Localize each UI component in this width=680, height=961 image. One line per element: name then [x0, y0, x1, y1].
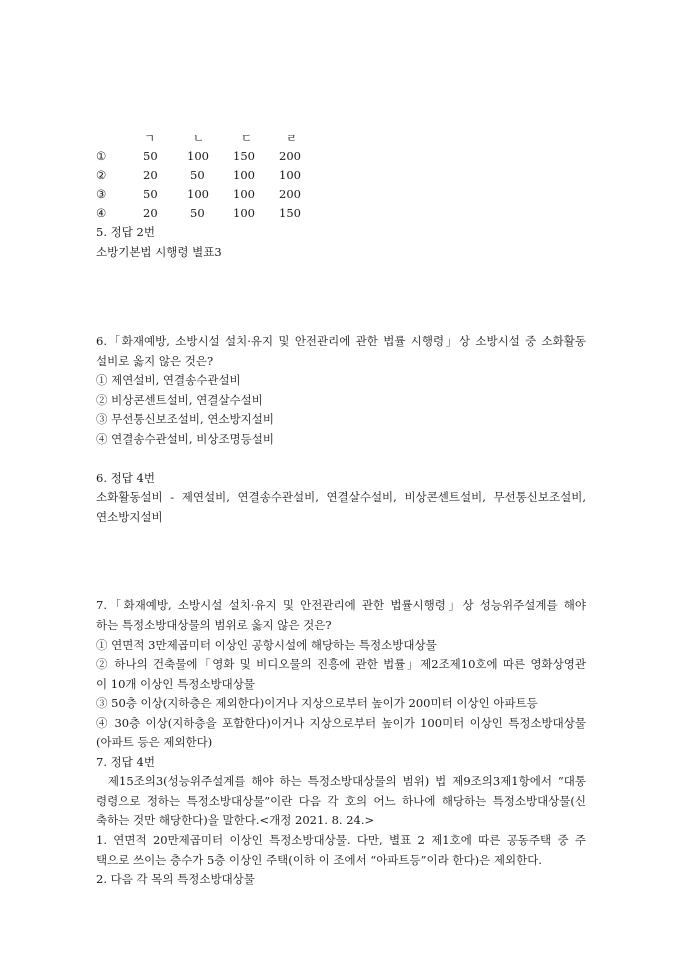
q5-answer-title: 5. 정답 2번 [96, 225, 155, 239]
table-header-2: ㄴ [193, 131, 205, 145]
table-row-mark: ② [96, 168, 107, 182]
table-cell: 50 [143, 149, 158, 163]
q7-answer-body-line-1: 제15조의3(성능위주설계를 해야 하는 특정소방대상물의 범위) 법 제9조의3제1항에서 “대통 [96, 774, 586, 788]
q6-stem-line-1: 6.「화재예방, 소방시설 설치·유지 및 안전관리에 관한 법률 시행령」상 소방시설 중 소화활동 [96, 334, 586, 348]
table-cell: 50 [143, 187, 158, 201]
q6-answer-title: 6. 정답 4번 [96, 471, 155, 485]
q7-answer-body-line-2: 령령으로 정하는 특정소방대상물”이란 다음 각 호의 어느 하나에 해당하는 특정소방대상물(신 [96, 794, 586, 808]
table-row-mark: ③ [96, 187, 107, 201]
q6-option-1: ① 제연설비, 연결송수관설비 [96, 373, 241, 387]
q7-answer-body-line-6: 2. 다음 각 목의 특정소방대상물 [96, 872, 255, 886]
q6-option-3: ③ 무선통신보조설비, 연소방지설비 [96, 412, 274, 426]
table-cell: 50 [190, 206, 205, 220]
table-cell: 100 [233, 206, 255, 220]
q7-option-2-line-2: 이 10개 이상인 특정소방대상물 [96, 677, 255, 691]
q7-answer-title: 7. 정답 4번 [96, 755, 155, 769]
table-cell: 50 [190, 168, 205, 182]
table-cell: 100 [279, 168, 301, 182]
q7-option-4-line-1: ④ 30층 이상(지하층을 포함한다)이거나 지상으로부터 높이가 100미터 이상인 특정소방대상물 [96, 716, 586, 730]
table-cell: 150 [233, 149, 255, 163]
table-row-mark: ④ [96, 206, 107, 220]
table-cell: 200 [279, 187, 301, 201]
q7-answer-body-line-5: 택으로 쓰이는 층수가 5층 이상인 주택(이하 이 조에서 “아파트등”이라 한다)은 제외한다. [96, 853, 542, 867]
table-header-1: ㄱ [144, 131, 156, 145]
table-cell: 100 [187, 149, 209, 163]
q5-answer-body: 소방기본법 시행령 별표3 [96, 245, 222, 259]
q7-answer-body-line-4: 1. 연면적 20만제곱미터 이상인 특정소방대상물. 다만, 별표 2 제1호에 따른 공동주택 중 주 [96, 833, 586, 847]
q6-option-4: ④ 연결송수관설비, 비상조명등설비 [96, 432, 274, 446]
table-cell: 100 [187, 187, 209, 201]
q7-answer-body-line-3: 축하는 것만 해당한다)을 말한다.<개정 2021. 8. 24.> [96, 813, 375, 827]
q7-stem-line-1: 7.「화재예방, 소방시설 설치·유지 및 안전관리에 관한 법률시행령」상 성능위주설계를 해야 [96, 598, 586, 612]
q7-option-4-line-2: (아파트 등은 제외한다) [96, 735, 213, 749]
q6-answer-body-line-2: 연소방지설비 [96, 510, 163, 524]
table-cell: 100 [233, 187, 255, 201]
table-cell: 200 [279, 149, 301, 163]
table-cell: 20 [143, 206, 158, 220]
table-row-mark: ① [96, 149, 107, 163]
q7-stem-line-2: 하는 특정소방대상물의 범위로 옳지 않은 것은? [96, 618, 332, 632]
q6-stem-line-2: 설비로 옳지 않은 것은? [96, 354, 214, 368]
table-cell: 20 [143, 168, 158, 182]
table-header-3: ㄷ [241, 131, 253, 145]
q7-option-2-line-1: ② 하나의 건축물에「영화 및 비디오물의 진흥에 관한 법률」제2조제10호에 따른 영화상영관 [96, 657, 586, 671]
table-cell: 100 [233, 168, 255, 182]
q7-option-3: ③ 50층 이상(지하층은 제외한다)이거나 지상으로부터 높이가 200미터 이상인 아파트등 [96, 696, 538, 710]
q6-answer-body-line-1: 소화활동설비 - 제연설비, 연결송수관설비, 연결살수설비, 비상콘센트설비, 무선통신보조설비, [96, 490, 586, 504]
table-cell: 150 [279, 206, 301, 220]
q6-option-2: ② 비상콘센트설비, 연결살수설비 [96, 393, 263, 407]
table-header-4: ㄹ [286, 131, 298, 145]
q7-option-1: ① 연면적 3만제곱미터 이상인 공항시설에 해당하는 특정소방대상물 [96, 638, 437, 652]
